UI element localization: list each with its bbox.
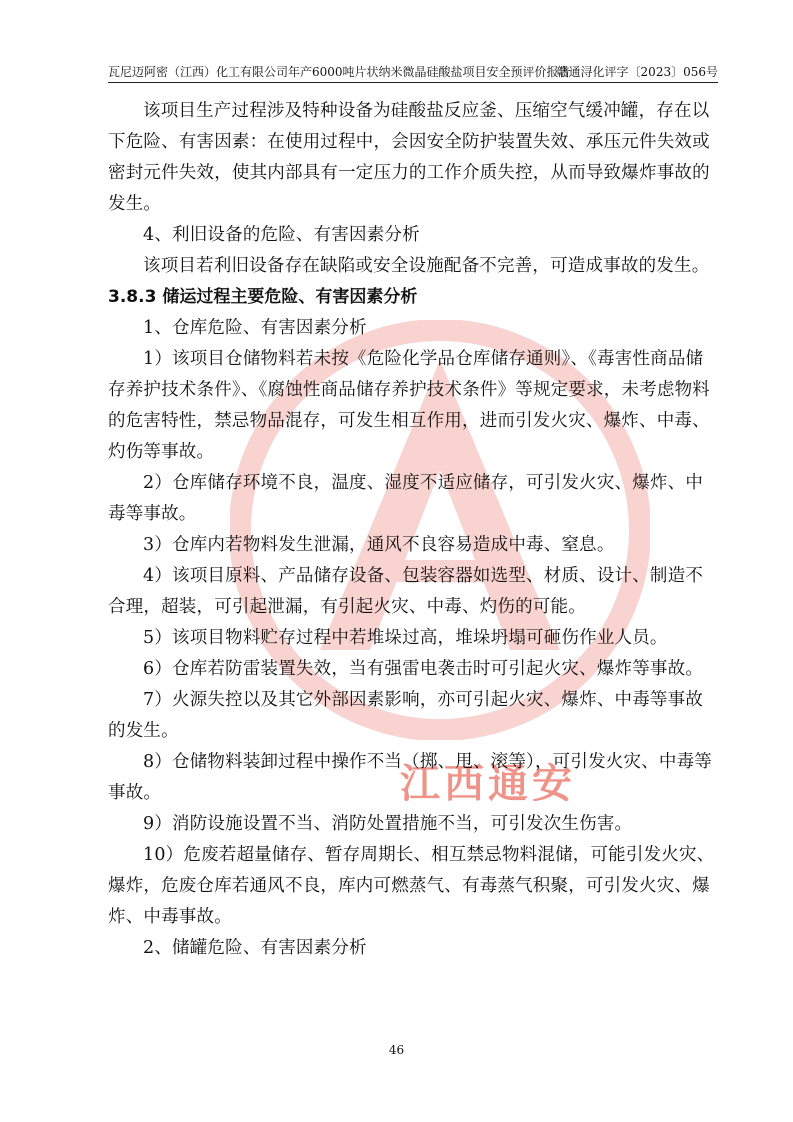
paragraph: 7）火源失控以及其它外部因素影响，亦可引起火灾、爆炸、中毒等事故的发生。 <box>108 690 704 741</box>
header-report-title: 瓦尼迈阿密（江西）化工有限公司年产6000吨片状纳米微晶硅酸盐项目安全预评价报告 <box>108 65 571 79</box>
paragraph: 8）仓储物料装卸过程中操作不当（掷、甩、滚等），可引发火灾、中毒等事故。 <box>108 752 712 803</box>
paragraph: 4）该项目原料、产品储存设备、包装容器如选型、材质、设计、制造不合理，超装，可引起泄漏，有引起火灾、中毒、灼伤的可能。 <box>108 566 704 617</box>
paragraph: 9）消防设施设置不当、消防处置措施不当，可引发次生伤害。 <box>143 814 633 834</box>
section-heading: 3.8.3 储运过程主要危险、有害因素分析 <box>108 287 418 307</box>
paragraph: 5）该项目物料贮存过程中若堆垛过高，堆垛坍塌可砸伤作业人员。 <box>143 628 668 648</box>
paragraph: 2、储罐危险、有害因素分析 <box>143 938 367 958</box>
paragraph: 该项目若利旧设备存在缺陷或安全设施配备不完善，可造成事故的发生。 <box>143 256 710 276</box>
page-header <box>108 64 718 83</box>
paragraph: 1）该项目仓储物料若未按《危险化学品仓库储存通则》、《毒害性商品储存养护技术条件》、《腐蚀性商品储存养护技术条件》等规定要求，未考虑物料的危害特性，禁忌物品混存，可发生相互作用，进而引发火灾、爆炸、中毒、灼伤等事故。 <box>108 349 710 462</box>
paragraph: 3）仓库内若物料发生泄漏，通风不良容易造成中毒、窒息。 <box>143 535 615 555</box>
header-document-number: 赣通浔化评字〔2023〕056号 <box>556 65 718 79</box>
paragraph: 1、仓库危险、有害因素分析 <box>143 318 367 338</box>
paragraph: 6）仓库若防雷装置失效，当有强雷电袭击时可引起火灾、爆炸等事故。 <box>143 659 704 679</box>
paragraph: 该项目生产过程涉及特种设备为硅酸盐反应釜、压缩空气缓冲罐，存在以下危险、有害因素：在使用过程中，会因安全防护装置失效、承压元件失效或密封元件失效，使其内部具有一定压力的工作介质失控，从而导致爆炸事故的发生。 <box>108 101 710 214</box>
paragraph: 10）危废若超量储存、暂存周期长、相互禁忌物料混储，可能引发火灾、爆炸，危废仓库若通风不良，库内可燃蒸气、有毒蒸气积聚，可引发火灾、爆炸、中毒事故。 <box>108 845 715 927</box>
watermark-text: 江西通安 <box>400 761 576 807</box>
paragraph: 2）仓库储存环境不良，温度、湿度不适应储存，可引发火灾、爆炸、中毒等事故。 <box>108 473 704 524</box>
page-number: 46 <box>388 1043 405 1057</box>
paragraph: 4、利旧设备的危险、有害因素分析 <box>143 225 420 245</box>
document-body <box>108 96 720 964</box>
